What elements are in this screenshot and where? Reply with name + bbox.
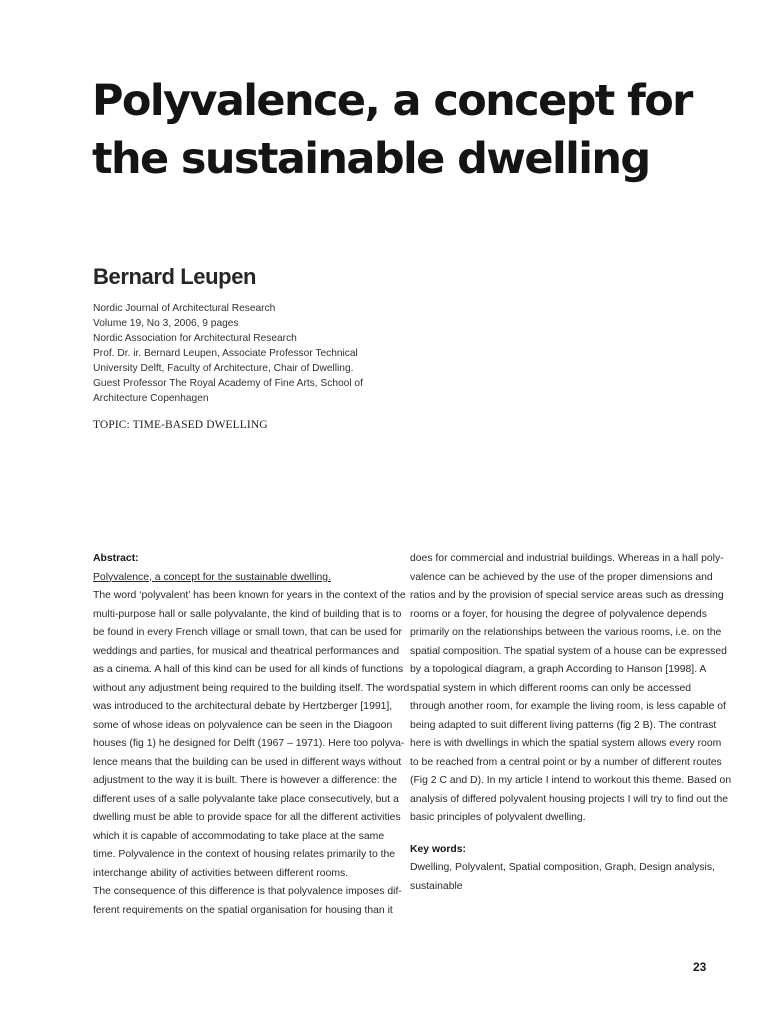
article-title <box>92 72 732 188</box>
abstract-line: lence means that the building can be used in different ways without <box>93 756 402 768</box>
meta-line: Nordic Association for Architectural Research <box>93 333 297 344</box>
abstract-line: as a cinema. A hall of this kind can be used for all kinds of functions <box>93 664 404 675</box>
abstract-column-left <box>93 550 410 920</box>
meta-line: Nordic Journal of Architectural Research <box>93 303 276 314</box>
abstract-line: interchange ability of activities between different rooms. <box>93 867 349 879</box>
abstract-continued-line: analysis of differed polyvalent housing projects I will try to find out the <box>410 793 729 805</box>
keywords-line: Dwelling, Polyvalent, Spatial composition, Graph, Design analysis, <box>410 862 715 873</box>
abstract-line: houses (fig 1) he designed for Delft (1967 – 1971). Here too polyva- <box>93 738 405 749</box>
abstract-continued-line: by a topological diagram, a graph According to Hanson [1998]. A <box>410 664 707 675</box>
abstract-continued-line: rooms or a foyer, for housing the degree of polyvalence depends <box>410 608 707 620</box>
abstract-line: adjustment to the way it is built. There is however a difference: the <box>93 775 397 786</box>
topic-label: TOPIC: TIME-BASED DWELLING <box>93 419 268 431</box>
abstract-line: ferent requirements on the spatial organisation for housing than it <box>93 904 393 916</box>
abstract-continued-line: (Fig 2 C and D). In my article I intend to workout this theme. Based on <box>410 775 732 786</box>
abstract-line: The consequence of this difference is that polyvalence imposes dif- <box>93 886 402 897</box>
abstract-continued-line: does for commercial and industrial buildings. Whereas in a hall poly- <box>410 553 724 564</box>
meta-line: Volume 19, No 3, 2006, 9 pages <box>93 318 239 329</box>
keywords-line: sustainable <box>410 880 463 892</box>
abstract-line: time. Polyvalence in the context of housing relates primarily to the <box>93 849 396 860</box>
abstract-continued-line: spatial system in which different rooms can only be accessed <box>410 682 692 694</box>
meta-line: Architecture Copenhagen <box>93 393 209 404</box>
abstract-column-right <box>410 550 732 896</box>
section-gap <box>410 828 682 841</box>
abstract-continued-line: through another room, for example the living room, is less capable of <box>410 701 726 712</box>
title-line-2: the sustainable dwelling <box>92 134 650 184</box>
meta-line: Prof. Dr. ir. Bernard Leupen, Associate Professor Technical <box>93 348 358 359</box>
abstract-line: without any adjustment being required to the building itself. The word <box>93 682 410 694</box>
abstract-continued-line: primarily on the relationships between the various rooms, i.e. on the <box>410 627 722 638</box>
abstract-heading: Abstract: <box>93 553 139 564</box>
abstract-line: multi-purpose hall or salle polyvalante, the kind of building that is to <box>93 608 402 620</box>
abstract-line: was introduced to the architectural debate by Hertzberger [1991], <box>93 701 393 712</box>
abstract-line: dwelling must be able to provide space for all the different activities <box>93 812 401 823</box>
abstract-continued-line: being adapted to suit different living patterns (fig 2 B). The contrast <box>410 719 717 731</box>
abstract-line: The word ‘polyvalent’ has been known for years in the context of the <box>93 590 406 601</box>
abstract-line: different uses of a salle polyvalante take place consecutively, but a <box>93 793 399 805</box>
title-line-1: Polyvalence, a concept for <box>92 76 692 126</box>
publication-info <box>93 301 413 406</box>
abstract-line: weddings and parties, for musical and theatrical performances and <box>93 645 400 657</box>
abstract-continued-line: spatial composition. The spatial system of a house can be expressed <box>410 645 727 657</box>
abstract-line: some of whose ideas on polyvalence can be seen in the Diagoon <box>93 719 393 731</box>
abstract-subtitle: Polyvalence, a concept for the sustainable dwelling. <box>93 571 331 583</box>
abstract-line: be found in every French village or small town, that can be used for <box>93 627 402 638</box>
meta-line: Guest Professor The Royal Academy of Fine Arts, School of <box>93 378 363 389</box>
abstract-continued-line: here is with dwellings in which the spatial system allows every room <box>410 738 722 749</box>
abstract-continued-line: valence can be achieved by the use of the proper dimensions and <box>410 571 713 583</box>
abstract-continued-line: to be reached from a central point or by a number of different routes <box>410 756 722 768</box>
abstract-continued-line: basic principles of polyvalent dwelling. <box>410 812 586 823</box>
abstract-continued-line: ratios and by the provision of special service areas such as dressing <box>410 590 724 601</box>
keywords-heading: Key words: <box>410 843 467 855</box>
author-name: Bernard Leupen <box>93 264 257 289</box>
page-number: 23 <box>693 960 707 974</box>
meta-line: University Delft, Faculty of Architecture, Chair of Dwelling. <box>93 363 354 374</box>
abstract-line: which it is capable of accommodating to take place at the same <box>93 830 385 842</box>
